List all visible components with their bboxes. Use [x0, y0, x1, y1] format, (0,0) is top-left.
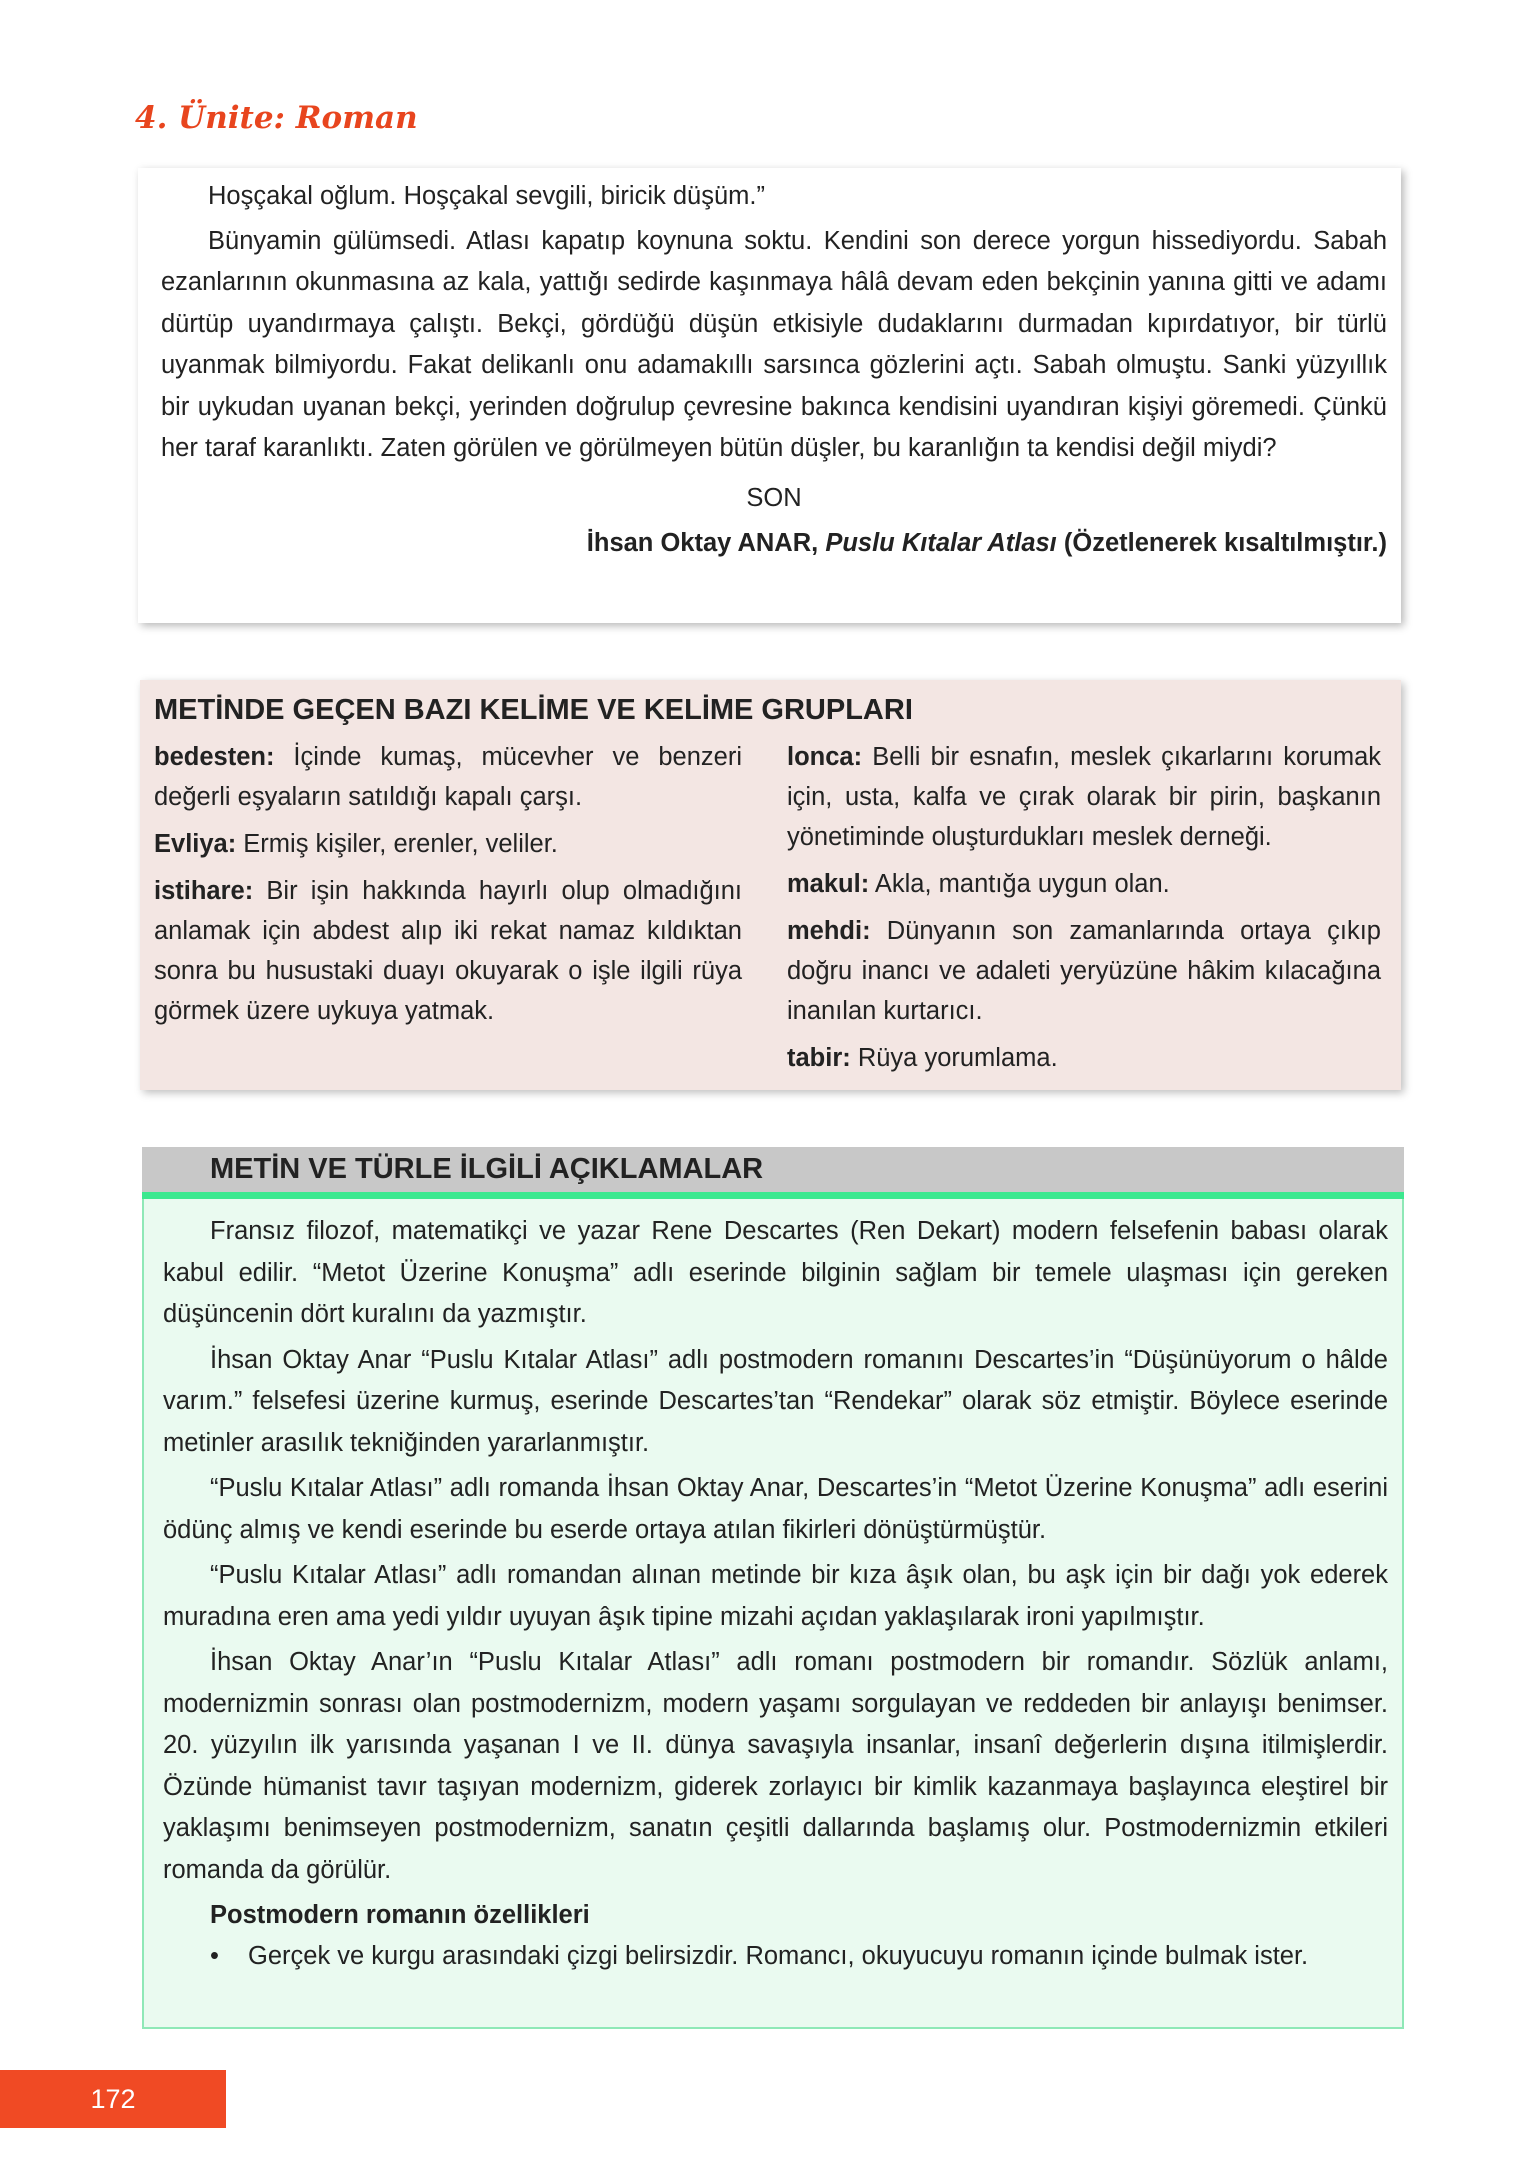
explanations-section [142, 1147, 1404, 2029]
explanation-paragraph: “Puslu Kıtalar Atlası” adlı romanda İhsan Oktay Anar, Descartes’in “Metot Üzerine Konuşma” adlı eserini ödünç almış ve kendi eserinde bu eserde ortaya atılan fikirleri dönüştürmüştür. [163, 1474, 1388, 1544]
glossary-term: bedesten: [154, 743, 275, 771]
glossary-entry [787, 864, 1381, 904]
glossary-term: lonca: [787, 743, 863, 771]
glossary-term: tabir: [787, 1044, 851, 1072]
glossary-definition: İçinde kumaş, mücevher ve benzeri değerli eşyaların satıldığı kapalı çarşı. [154, 743, 742, 811]
story-excerpt-box [138, 168, 1401, 623]
explanation-paragraph: İhsan Oktay Anar “Puslu Kıtalar Atlası” adlı postmodern romanını Descartes’in “Düşünüyorum o hâlde varım.” felsefesi üzerine kurmuş, eserinde Descartes’tan “Rendekar” olarak söz etmiştir. Böylece eserinde metinler arasılık tekniğinden yararlanmıştır. [163, 1345, 1388, 1457]
explanation-paragraph: “Puslu Kıtalar Atlası” adlı romandan alınan metinde bir kıza âşık olan, bu aşk için bir dağı yok ederek muradına eren ama yedi yıldır uyuyan âşık tipine mizahi açıdan yaklaşılarak ironi yapılmıştır. [163, 1561, 1388, 1631]
explanation-paragraph: İhsan Oktay Anar’ın “Puslu Kıtalar Atlası” adlı romanı postmodern bir romandır. Sözlük anlamı, modernizmin sonrası olan postmodernizm, modern yaşamı sorgulayan ve reddeden bir anlayışı benimser. 20. yüzyılın ilk yarısında yaşanan I ve II. dünya savaşıyla insanlar, insanî değerlerin dışına itilmişlerdir. Özünde hümanist tavır taşıyan modernizm, giderek zorlayıcı bir kimlik kazanmaya başlayınca eleştirel bir yaklaşımı benimseyen postmodernizm, sanatın çeşitli dallarında başlamış olur. Postmodernizmin etkileri romanda da görülür. [163, 1648, 1388, 1884]
glossary-entry [787, 737, 1381, 857]
citation-note: (Özetlenerek kısaltılmıştır.) [1056, 528, 1387, 557]
glossary-entry [154, 737, 742, 817]
glossary-definition: Ermiş kişiler, erenler, veliler. [236, 830, 558, 858]
glossary-entry [154, 871, 742, 1031]
glossary-term: Evliya: [154, 830, 237, 858]
story-paragraph: Bünyamin gülümsedi. Atlası kapatıp koynuna soktu. Kendini son derece yorgun hissediyordu. Sabah ezanlarının okunmasına az kala, yattığı sedirde kaşınmaya hâlâ devam eden bekçinin yanına gitti ve adamı dürtüp uyandırmaya çalıştı. Bekçi, gördüğü düşün etkisiyle dudaklarını durmadan kıpırdatıyor, bir türlü uyanmak bilmiyordu. Fakat delikanlı onu adamakıllı sarsınca gözlerini açtı. Sabah olmuştu. Sanki yüzyıllık bir uykudan uyanan bekçi, yerinden doğrulup çevresine bakınca kendisini uyandıran kişiyi göremedi. Çünkü her taraf karanlıktı. Zaten görülen ve görülmeyen bütün düşler, bu karanlığın ta kendisi değil miydi? [161, 226, 1387, 462]
glossary-right-column [787, 737, 1381, 1085]
glossary-left-column [154, 737, 742, 1085]
explanations-title: METİN VE TÜRLE İLGİLİ AÇIKLAMALAR [142, 1147, 1404, 1199]
glossary-entry [154, 824, 742, 864]
story-paragraph: Hoşçakal oğlum. Hoşçakal sevgili, biricik düşüm.” [208, 182, 765, 210]
citation-author: İhsan Oktay ANAR, [586, 528, 826, 557]
story-citation [161, 523, 1387, 564]
glossary-definition: Bir işin hakkında hayırlı olup olmadığını anlamak için abdest alıp iki rekat namaz kıldıktan sonra bu husustaki duayı okuyarak o işle ilgili rüya görmek üzere uykuya yatmak. [154, 877, 742, 1025]
glossary-box [140, 680, 1401, 1090]
bullet-icon: • [210, 1942, 219, 1970]
bullet-text: Gerçek ve kurgu arasındaki çizgi belirsizdir. Romancı, okuyucuyu romanın içinde bulmak ister. [248, 1942, 1309, 1970]
page-number: 172 [0, 2070, 226, 2128]
explanations-body [142, 1199, 1404, 2029]
unit-title: 4. Ünite: Roman [135, 100, 418, 136]
glossary-definition: Rüya yorumlama. [850, 1044, 1058, 1072]
glossary-definition: Belli bir esnafın, meslek çıkarlarını korumak için, usta, kalfa ve çırak olarak bir pirin, başkanın yönetiminde oluşturdukları meslek derneği. [787, 743, 1381, 851]
citation-book-title: Puslu Kıtalar Atlası [825, 528, 1057, 557]
glossary-term: mehdi: [787, 917, 871, 945]
postmodern-features-heading: Postmodern romanın özellikleri [210, 1901, 590, 1929]
explanation-paragraph: Fransız filozof, matematikçi ve yazar Rene Descartes (Ren Dekart) modern felsefenin babası olarak kabul edilir. “Metot Üzerine Konuşma” adlı eserinde bilginin sağlam bir temele ulaşması için gereken düşüncenin dört kuralını da yazmıştır. [163, 1217, 1388, 1328]
glossary-entry [787, 1038, 1381, 1078]
story-end-label: SON [746, 483, 802, 512]
glossary-term: makul: [787, 870, 870, 898]
glossary-title: METİNDE GEÇEN BAZI KELİME VE KELİME GRUPLARI [154, 694, 913, 726]
glossary-definition: Dünyanın son zamanlarında ortaya çıkıp doğru inancı ve adaleti yeryüzüne hâkim kılacağına inanılan kurtarıcı. [787, 917, 1381, 1025]
bullet-item [163, 1936, 1388, 1977]
glossary-definition: Akla, mantığa uygun olan. [869, 870, 1170, 898]
glossary-entry [787, 911, 1381, 1031]
glossary-term: istihare: [154, 877, 254, 905]
